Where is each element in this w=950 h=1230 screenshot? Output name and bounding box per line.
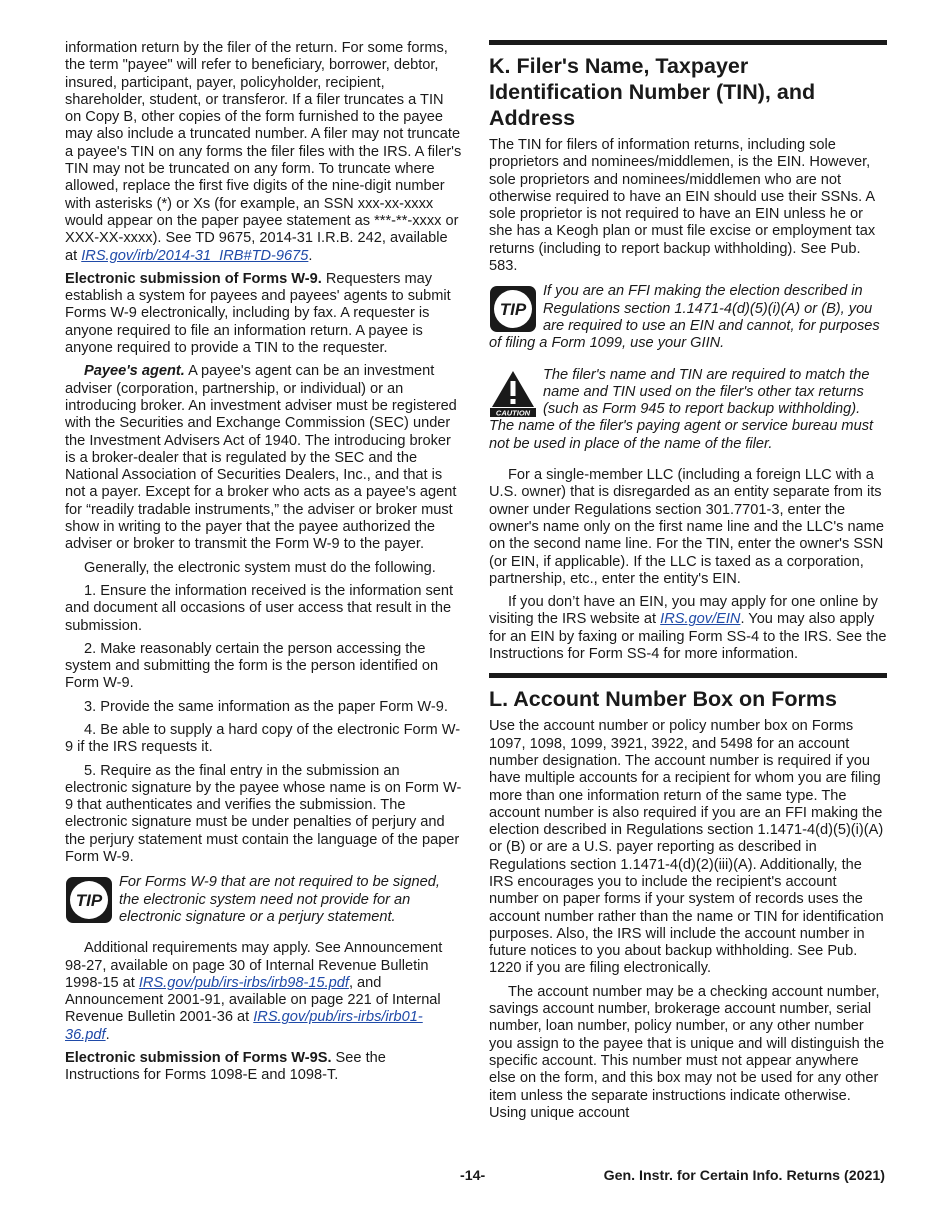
electronic-w9-heading: Electronic submission of Forms W-9. xyxy=(65,270,322,287)
electronic-w9-paragraph: Electronic submission of Forms W-9. Requesters may establish a system for payees and payees' agents to submit Forms W-9 electronically, including by fax. A requester is anyone required to file an information return. A payee is anyone required to provide a TIN to the requester. xyxy=(65,270,451,357)
section-l-account-number-paragraph: The account number may be a checking account number, savings account number, brokerage account number, serial number, loan number, policy number, or any other number you assign to the payee that is unique and will distinguish the specific account. This number must not appear anywhere else on the form, and this box may not be used for any other item unless the separate instructions indicate otherwise. Using unique account xyxy=(489,983,885,1121)
tip-note-w9: TIP For Forms W-9 that are not required to be signed, the electronic system need not provide for an electronic signature or a perjury statement. xyxy=(65,874,463,926)
electronic-w9s-heading: Electronic submission of Forms W-9S. xyxy=(65,1050,332,1067)
generally-paragraph: Generally, the electronic system must do the following. xyxy=(84,559,436,576)
payees-agent-paragraph: Payee's agent. A payee's agent can be an investment adviser (corporation, partnership, or individual) or an introducing broker. An investment adviser must be registered with the Securities and Exchange Commission (SEC) under the Investment Advisers Act of 1940. The introducing broker is a broker-dealer that is regulated by the SEC and the National Association of Securities Dealers, Inc., and that is not a payer. Except for a broker who acts as a payee's agent for “readily tradable instruments,” the adviser or broker must show in writing to the payer that the payee authorized the adviser or broker to transmit the Form W-9 to the payer. xyxy=(65,363,457,553)
left-column xyxy=(65,40,463,1091)
section-l-account-paragraph: Use the account number or policy number box on Forms 1097, 1098, 1099, 3921, 3922, and 5498 for an account number designation. The account number is required if you have multiple accounts for a recipient for whom you are filing more than one information return of the same type. The account number is also required if you are an FFI making the election described in Regulations section 1.1471-4(d)(5)(i)(A) or (B) or are a U.S. payer reporting as described in Regulations section 1.1471-4(d)(2)(iii)(A). Additionally, the IRS encourages you to include the recipient's account number on paper forms if your system of records uses the account number rather than the name or TIN for identification purposes. Also, the IRS will include the account number in future notices to you about backup withholding. See Pub. 1220 if you are filing electronically. xyxy=(489,718,884,977)
caution-icon xyxy=(489,369,537,417)
truncation-paragraph: information return by the filer of the return. For some forms, the term "payee" will refer to beneficiary, borrower, debtor, insured, participant, payer, policyholder, recipient, shareholder, student, or transferor. If a filer truncates a TIN on Copy B, other copies of the form furnished to the payee may also include a truncated number. A filer may not truncate a payee's TIN on any forms the filer files with the IRS. A filer's TIN may not be truncated on any form. To truncate where allowed, replace the first five digits of the nine-digit number with asterisks (*) or Xs (for example, an SSN xxx-xx-xxxx would appear on the paper payee statement as ***-**-xxxx or XXX-XX-xxxx). See TD 9675, 2014-31 I.R.B. 242, available at IRS.gov/irb/2014-31_IRB#TD-9675. xyxy=(65,40,462,264)
tip-icon xyxy=(65,876,113,924)
section-k-rule xyxy=(489,40,887,45)
section-l-heading: L. Account Number Box on Forms xyxy=(489,687,837,712)
tip-note-ffi: TIP If you are an FFI making the election described in Regulations section 1.1471-4(d)(5)(i)(A) or (B), you are required to use an EIN and cannot, for purposes of filing a Form 1099, use your GIIN. xyxy=(489,283,880,352)
requirement-item-3: 3. Provide the same information as the paper Form W-9. xyxy=(84,698,448,715)
section-k-tin-paragraph: The TIN for filers of information returns, including sole proprietors and nominees/middlemen, is the EIN. However, sole proprietors and nominees/middlemen who are not otherwise required to have an EIN should use their SSNs. A sole proprietor is not required to have an EIN unless he or she has a Keogh plan or must file excise or employment tax returns (including to report backup withholding). See Pub. 583. xyxy=(489,137,876,275)
payees-agent-heading: Payee's agent. xyxy=(84,363,185,380)
apply-ein-paragraph: If you don’t have an EIN, you may apply for one online by visiting the IRS website at IRS.gov/EIN. You may also apply for an EIN by faxing or mailing Form SS-4 to the IRS. See the Instructions for Form SS-4 for more information. xyxy=(489,594,887,663)
svg-text:TIP: TIP xyxy=(75,891,103,911)
requirement-item-1: 1. Ensure the information received is the information sent and document all occasions of user access that result in the submission. xyxy=(65,582,454,634)
section-l-rule xyxy=(489,673,887,678)
single-member-llc-paragraph: For a single-member LLC (including a foreign LLC with a U.S. owner) that is disregarded as an entity separate from its owner under Regulations section 301.7701-3, enter the owner's name only on the first name line and the LLC's name on the second name line. For the TIN, enter the owner's SSN (or EIN, if applicable). If the LLC is taxed as a corporation, partnership, etc., enter the entity's EIN. xyxy=(489,467,884,587)
requirement-item-4: 4. Be able to supply a hard copy of the electronic Form W-9 if the IRS requests it. xyxy=(65,721,461,756)
requirement-item-5: 5. Require as the final entry in the submission an electronic signature by the payee whose name is on Form W-9 that authenticates and verifies the submission. The electronic signature must be under penalties of perjury and the perjury statement must contain the language of the paper Form W-9. xyxy=(65,762,462,866)
svg-text:CAUTION: CAUTION xyxy=(495,408,531,417)
right-column xyxy=(489,40,887,1128)
irs-ein-link[interactable]: IRS.gov/EIN xyxy=(660,611,741,628)
tip-icon xyxy=(489,285,537,333)
caution-note-filer-name: CAUTION The filer's name and TIN are required to match the name and TIN used on the filer's other tax returns (such as Form 945 to report backup withholding). The name of the filer's paying agent or service bureau must not be used in place of the name of the filer. xyxy=(489,366,874,452)
svg-text:TIP: TIP xyxy=(499,300,527,320)
page-number: -14- xyxy=(460,1168,486,1184)
additional-requirements-paragraph: Additional requirements may apply. See Announcement 98-27, available on page 30 of Internal Revenue Bulletin 1998-15 at IRS.gov/pub/irs-irbs/irb98-15.pdf, and Announcement 2001-91, available on page 221 of Internal Revenue Bulletin 2001-36 at IRS.gov/pub/irs-irbs/irb01-36.pdf. xyxy=(65,940,443,1043)
irb01-36-link[interactable]: IRS.gov/pub/irs-irbs/irb01-36.pdf xyxy=(65,1009,423,1043)
irb-2014-31-link[interactable]: IRS.gov/irb/2014-31_IRB#TD-9675 xyxy=(81,247,309,264)
section-k-heading: K. Filer's Name, Taxpayer Identification Number (TIN), and Address xyxy=(489,54,816,130)
irb98-15-link[interactable]: IRS.gov/pub/irs-irbs/irb98-15.pdf xyxy=(138,974,349,991)
document-title: Gen. Instr. for Certain Info. Returns (2021) xyxy=(603,1168,885,1184)
electronic-w9s-paragraph: Electronic submission of Forms W-9S. See the Instructions for Forms 1098-E and 1098-T. xyxy=(65,1050,386,1084)
requirement-item-2: 2. Make reasonably certain the person accessing the system and submitting the form is the person identified on Form W-9. xyxy=(65,640,439,692)
